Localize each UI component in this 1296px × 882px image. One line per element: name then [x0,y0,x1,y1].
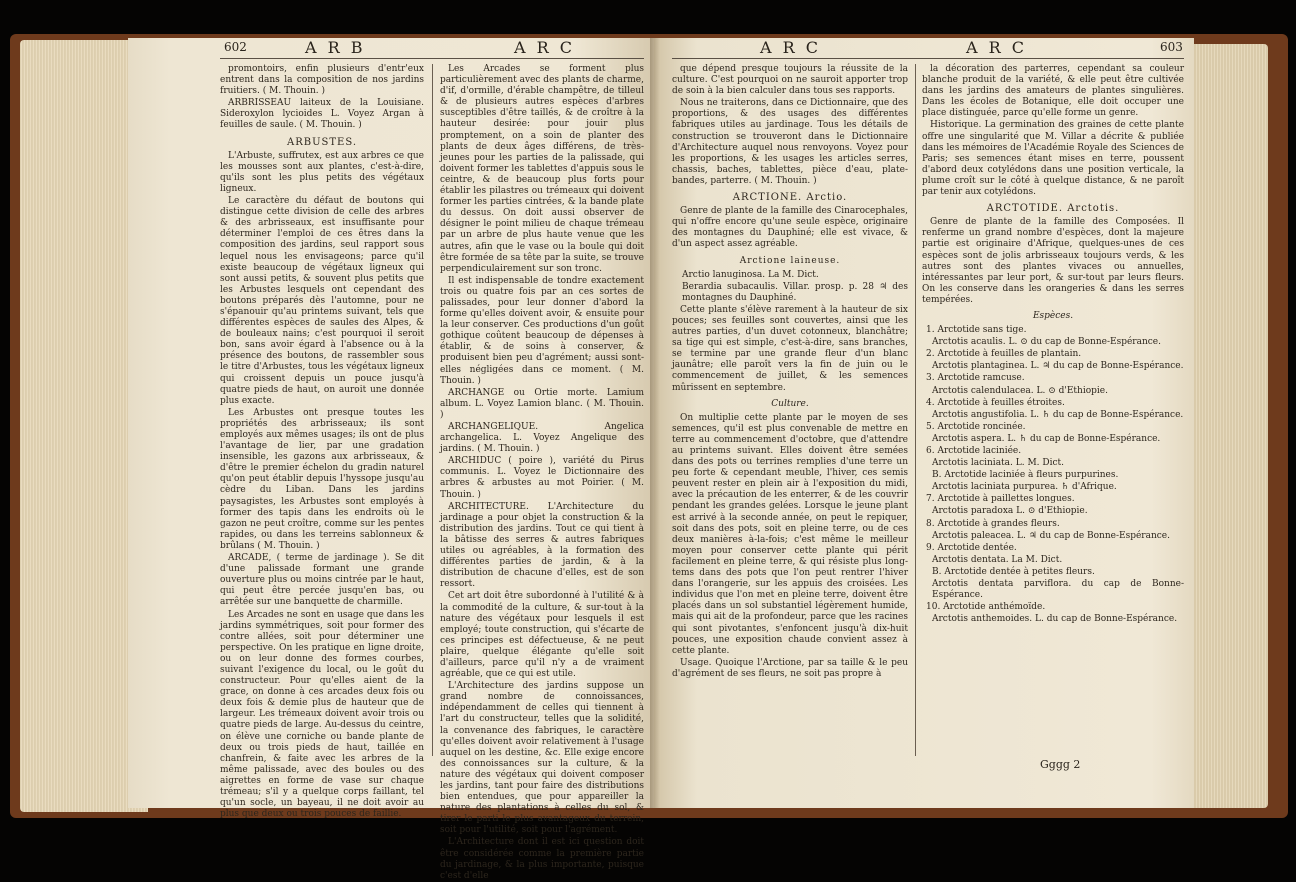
right-column-1 [672,64,908,758]
text-paragraph: Arctotis dentata parviflora. du cap de Bonne-Espérance. [932,579,1184,601]
right-column-divider [915,64,916,756]
page-edges-right [1186,44,1268,808]
text-paragraph: Arctotis laciniata. L. M. Dict. [932,458,1065,469]
text-paragraph: Arctotis paleacea. L. ♃ du cap de Bonne-Espérance. [932,530,1170,541]
text-paragraph: Berardia subacaulis. Villar. prosp. p. 28 ♃ des montagnes du Dauphiné. [682,281,908,303]
right-header-rule [672,58,1184,59]
text-paragraph: promontoirs, enfin plusieurs d'entr'eux entrent dans la composition de nos jardins fruitiers. ( M. Thouin. ) [220,64,424,97]
right-column-2 [922,64,1184,734]
text-paragraph: 5. Arctotide roncinée. [926,421,1026,432]
text-paragraph: L'Arbuste, suffrutex, est aux arbres ce que les mousses sont aux plantes, c'est-à-dire, qu'ils sont les plus petits des végétaux ligneux. [220,150,424,194]
text-paragraph: Arctotis dentata. La M. Dict. [932,554,1063,565]
text-paragraph: L'Architecture dont il est ici question doit être considérée comme la première partie du jardinage, & la plus importante, puisque c'est d'elle [440,837,644,881]
text-paragraph: ARCHIDUC ( poire ), variété du Pirus communis. L. Voyez le Dictionnaire des arbres & arbustes au mot Poirier. ( M. Thouin. ) [440,456,644,500]
entry-heading: ARBUSTES. [286,136,358,148]
text-paragraph: B. Arctotide dentée à petites fleurs. [932,566,1095,577]
text-paragraph: 4. Arctotide à feuilles étroites. [926,397,1065,408]
text-paragraph: Le caractère du défaut de boutons qui distingue cette division de celle des arbres & des arbrisseaux, est insuffisante pour déterminer l'emploi de ces êtres dans la composition des jardins, seul rapport sous lequel nous les envisageons; parce qu'il existe beaucoup de végétaux ligneux qui sont aussi petits, & souvent plus petits que les Arbustes lesquels ont cependant des boutons préparés dès l'automne, pour ne s'épanouir qu'au printems suivant, tels que différentes espèces de saules des Alpes, & de bouleaux nains; c'est pourquoi il seroit bon, sans avoir égard à l'absence ou à la présence des boutons, de rassembler sous le titre d'Arbustes, tous les végétaux ligneux qui croissent depuis un pouce jusqu'à quatre pieds de haut, on auroit une donnée plus exacte. [220,196,424,406]
text-paragraph: L'Architecture des jardins suppose un grand nombre de connoissances, indépendamment de celles qui tiennent à l'art du constructeur, telles que la solidité, la convenance des fabriques, le caractère qu'elles doivent avoir relativement à l'usage auquel on les destine, &c. Elle exige encore des connoissances sur la culture, & la nature des végétaux qui doivent composer les jardins, tant pour faire des distributions bien entendues, que pour appareiller la nature des plantations à celles du sol, & tirer le parti le plus avantageux du terrein, soit pour l'utilité, soit pour l'agrément. [440,681,644,836]
text-paragraph: Arctotis angustifolia. L. ♄ du cap de Bonne-Espérance. [932,409,1184,420]
text-paragraph: la décoration des parterres, cependant sa couleur blanche produit de la variété, & elle peut être cultivée dans les jardins des amateurs de plantes singulières. Dans les écoles de Botanique, elle doit occuper une place distinguée, parce qu'elle forme un genre. [922,64,1184,119]
text-paragraph: Les Arcades se forment plus particulièrement avec des plants de charme, d'if, d'ormille, d'érable champêtre, de tilleul & de plusieurs autres espèces d'arbres susceptibles d'être taillés, & de croître à la hauteur desirée: pour jouir plus promptement, on a soin de planter des plants de deux âges différens, de très-jeunes pour les parties de la palissade, qui doivent former les tablettes d'appuis sous le ceintre, & de beaucoup plus forts pour établir les pilastres ou trémeaux qui doivent former les parties cintrées, & la bande plate du dessus. On doit aussi observer de désigner le point milieu de chaque trémeau par un arbre de plus haute venue que les autres, afin que le vase ou la boule qui doit être formée de sa tête par la suite, se trouve perpendiculairement sur son tronc. [440,64,644,274]
right-running-head-1: A R C [760,38,822,57]
left-running-head-1: A R B [305,38,366,57]
text-paragraph: 3. Arctotide ramcuse. [926,373,1025,384]
text-paragraph: ARCHANGELIQUE. Angelica archangelica. L. Voyez Angelique des jardins. ( M. Thouin. ) [440,422,644,455]
text-paragraph: Il est indispensable de tondre exactement trois ou quatre fois par an ces sortes de palissades, pour leur donner d'abord la forme qu'elles doivent avoir, & ensuite pour la leur conserver. Ces productions d'un goût gothique coûtent beaucoup de dépenses à établir, & de soins à conserver, & produisent bien peu d'agrément; aussi sont-elles négligées dans ce moment. ( M. Thouin. ) [440,275,644,386]
entry-heading: ARCTIONE. Arctio. [732,192,848,204]
text-paragraph: 7. Arctotide à paillettes longues. [926,494,1075,505]
entry-heading: ARCTOTIDE. Arctotis. [986,203,1120,215]
text-paragraph: Arctotis acaulis. L. ⊙ du cap de Bonne-Espérance. [932,337,1161,348]
left-running-head-2: A R C [514,38,576,57]
text-paragraph: ARCHANGE ou Ortie morte. Lamium album. L. Voyez Lamion blanc. ( M. Thouin. ) [440,387,644,420]
section-subheading: Espèces. [1032,310,1074,321]
text-paragraph: 1. Arctotide sans tige. [926,325,1027,336]
left-column-1 [220,64,424,820]
text-paragraph: Genre de plante de la famille des Cinarocephales, qui n'offre encore qu'une seule espèce, originaire des montagnes du Dauphiné; elle est vivace, & d'un aspect assez agréable. [672,206,908,250]
left-column-2 [440,64,644,881]
text-paragraph: Arctotis anthemoides. L. du cap de Bonne-Espérance. [932,614,1178,625]
text-paragraph: 9. Arctotide dentée. [926,542,1017,553]
text-paragraph: Arctotis laciniata purpurea. ♄ d'Afrique. [932,482,1117,493]
text-paragraph: Arctotis calendulacea. L. ⊙ d'Ethiopie. [932,385,1108,396]
text-paragraph: Les Arcades ne sont en usage que dans les jardins symmétriques, soit pour former des contre allées, soit pour déterminer une perspective. On les pratique en ligne droite, ou on leur donne des formes courbes, suivant l'exigence du local, ou le goût du constructeur. Pour qu'elles aient de la grace, on donne à ces arcades deux fois ou deux fois & demie plus de hauteur que de largeur. Les trémeaux doivent avoir trois ou quatre pieds de large. Au-dessus du ceintre, on élève une corniche ou bande plante de deux ou trois pieds de haut, taillée en chanfrein, & faite avec les arbres de la même palissade, avec des boules ou des aigrettes en forme de vase sur chaque trémeau; s'il y a quelque corps faillant, tel qu'un socle, un bayeau, il ne doit avoir au plus que deux ou trois pouces de faillie. [220,609,424,820]
text-paragraph: On multiplie cette plante par le moyen de ses semences, qu'il est plus convenable de mettre en terre au commencement d'octobre, que d'attendre au printems suivant. Elles doivent être semées dans des pots ou terrines remplies d'une terre un peu forte & cependant meuble, l'hiver, ces semis peuvent rester en plein air à l'exposition du midi, avec la précaution de les enterrer, & de les couvrir pendant les grandes gelées. Lorsque le jeune plant est arrivé à la seconde année, on peut le repiquer, soit dans des pots, soit en pleine terre, ou de ces deux manières à-la-fois; c'est même le meilleur moyen pour conserver cette plante qui périt facilement en pleine terre, & qui résiste plus long-tems dans des pots que l'on peut rentrer l'hiver dans l'orangerie, sur les appuis des croisées. Les individus que l'on met en pleine terre, doivent être placés dans un sol substantiel légèrement humide, mais qui ait de la profondeur, parce que les racines qui sont pivotantes, s'enfoncent jusqu'à dix-huit pouces, une exposition chaude convient assez à cette plante. [672,412,908,656]
left-header-rule [220,58,644,59]
text-paragraph: 2. Arctotide à feuilles de plantain. [926,349,1082,360]
text-paragraph: Cet art doit être subordonné à l'utilité & à la commodité de la culture, & sur-tout à la nature des végétaux pour lesquels il est employé; toute construction, qui s'écarte de ces principes est défectueuse, & ne peut plaire, quelque élégante qu'elle soit d'ailleurs, parce qu'il n'y a de vraiment agréable, que ce qui est utile. [440,591,644,680]
left-page-number: 602 [224,40,247,54]
text-paragraph: que dépend presque toujours la réussite de la culture. C'est pourquoi on ne sauroit apporter trop de soin à la bien calculer dans tous ses rapports. [672,64,908,97]
right-running-head-2: A R C [966,38,1028,57]
text-paragraph: ARCADE, ( terme de jardinage ). Se dit d'une palissade formant une grande ouverture plus ou moins cintrée par le haut, qui peut être percée jusqu'en bas, ou arrêtée sur une banquette de charmille. [220,553,424,608]
text-paragraph: 10. Arctotide anthémoïde. [926,602,1046,613]
text-paragraph: ARCHITECTURE. L'Architecture du jardinage a pour objet la construction & la distribution des jardins. Tout ce qui tient à la bâtisse des serres & autres fabriques utiles ou agréables, à la formation des différentes parties de jardin, & à la distribution de chacune d'elles, est de son ressort. [440,501,644,590]
text-paragraph: Arctio lanuginosa. La M. Dict. [682,269,819,280]
text-paragraph: Genre de plante de la famille des Composées. Il renferme un grand nombre d'espèces, dont la majeure partie est originaire d'Afrique, quelques-unes de ces espèces sont de jolis arbrisseaux toujours verds, & les autres sont des plantes vivaces ou annuelles, intéressantes par leur port, & sur-tout par leurs fleurs. On les conserve dans les orangeries & dans les serres tempérées. [922,217,1184,305]
text-paragraph: Nous ne traiterons, dans ce Dictionnaire, que des proportions, & des usages des différentes fabriques utiles au jardinage. Tous les détails de construction se trouveront dans le Dictionnaire d'Architecture auquel nous renvoyons. Voyez pour les proportions, & les usages les articles serres, chassis, baches, tablettes, pièce d'eau, plate-bandes, parterre. ( M. Thouin. ) [672,98,908,186]
text-paragraph: Les Arbustes ont presque toutes les propriétés des arbrisseaux; ils sont employés aux mêmes usages; ils ont de plus l'avantage de lier, par une gradation insensible, les gazons aux arbrisseaux, & d'être le premier échelon du gradin naturel qu'on peut établir depuis l'hyssope jusqu'au cèdre du Liban. Dans les jardins paysagistes, les Arbustes sont employés à former des tapis dans les endroits où le gazon ne peut croître, comme sur les pentes rapides, ou dans les terreins sablonneux & brûlans ( M. Thouin. ) [220,407,424,551]
text-paragraph: B. Arctotide laciniée à fleurs purpurines. [932,470,1119,481]
right-page-number: 603 [1160,40,1183,54]
text-paragraph: Historique. La germination des graines de cette plante offre une singularité que M. Villar a décrite & publiée dans les mémoires de l'Académie Royale des Sciences de Paris; ses semences étant mises en terre, poussent d'abord deux cotylédons dans une position verticale, la plume croît sur le côté à quelque distance, & ne paroît par tenir aux cotylédons. [922,120,1184,198]
left-column-divider [432,64,433,756]
text-paragraph: Arctotis paradoxa L. ⊙ d'Ethiopie. [932,506,1088,517]
text-paragraph: Arctione laineuse. [739,255,841,266]
text-paragraph: 8. Arctotide à grandes fleurs. [926,518,1060,529]
text-paragraph: Usage. Quoique l'Arctione, par sa taille & le peu d'agrément de ses fleurs, ne soit pas propre à [672,657,908,679]
text-paragraph: Cette plante s'élève rarement à la hauteur de six pouces; ses feuilles sont couvertes, ainsi que les autres parties, d'un duvet cotonneux, blanchâtre; sa tige qui est simple, c'est-à-dire, sans branches, se termine par une grande fleur d'un blanc jaunâtre; elle paroît vers la fin de juin ou le commencement de juillet, & les semences mûrissent en septembre. [672,304,908,393]
section-subheading: Culture. [771,398,809,409]
signature-mark: Gggg 2 [1040,758,1081,771]
text-paragraph: Arctotis aspera. L. ♄ du cap de Bonne-Espérance. [932,433,1161,444]
book-gutter [650,38,660,808]
text-paragraph: ARBRISSEAU laiteux de la Louisiane. Sideroxylon lycioides L. Voyez Argan à feuilles de saule. ( M. Thouin. ) [220,98,424,131]
text-paragraph: Arctotis plantaginea. L. ♃ du cap de Bonne-Espérance. [932,361,1184,372]
text-paragraph: 6. Arctotide laciniée. [926,446,1022,456]
